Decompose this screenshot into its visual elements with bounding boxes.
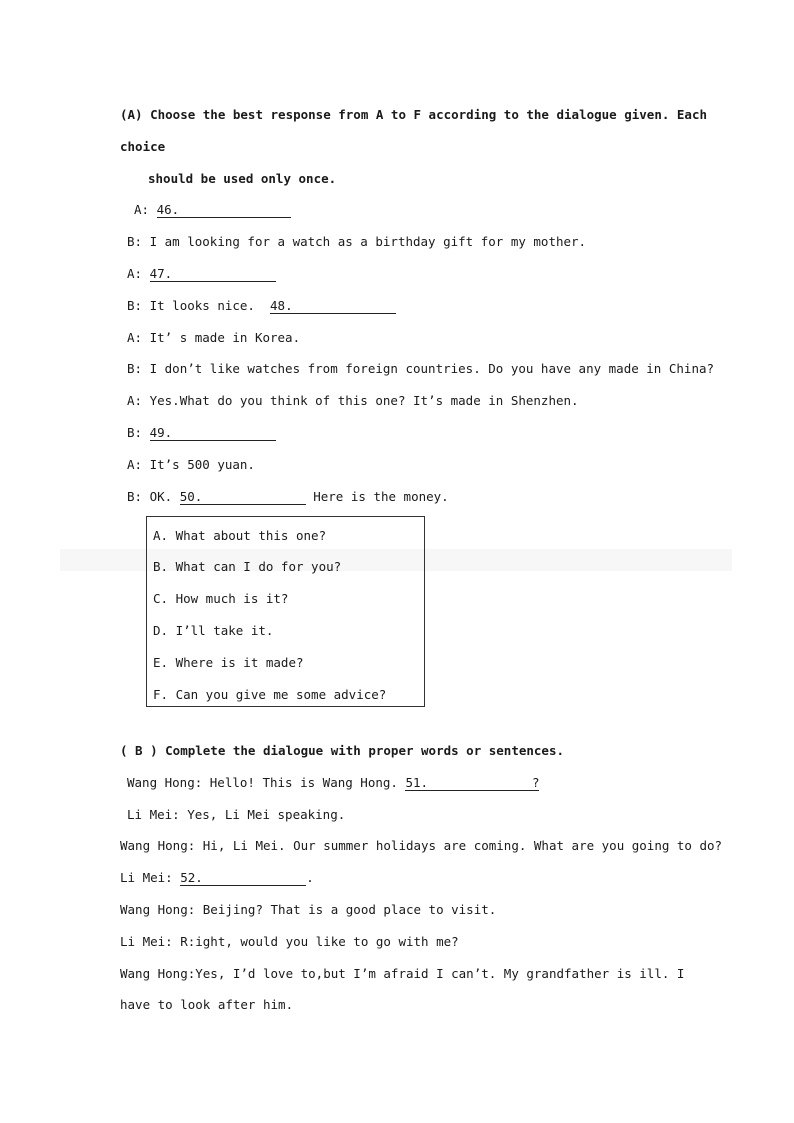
option-d: D. I’ll take it. <box>153 623 274 638</box>
option-b: B. What can I do for you? <box>153 559 342 574</box>
speaker-label: A: <box>134 202 150 217</box>
dialogue-b-line5: Wang Hong: Beijing? That is a good place to visit. <box>120 902 497 917</box>
dialogue-line-b49 <box>127 425 276 441</box>
dialogue-text: Yes.What do you think of this one? It’s made in Shenzhen. <box>149 393 579 408</box>
dialogue-b-line6: Li Mei: R:ight, would you like to go with me? <box>120 934 459 949</box>
dialogue-b-line3: Wang Hong: Hi, Li Mei. Our summer holidays are coming. What are you going to do? <box>120 838 723 853</box>
answer-blank-49[interactable] <box>150 426 276 441</box>
speaker-label: A: <box>127 330 143 345</box>
dialogue-text: It’ s made in Korea. <box>149 330 301 345</box>
section-b-heading: ( B ) Complete the dialogue with proper words or sentences. <box>120 743 565 758</box>
dialogue-line-b50 <box>127 489 449 505</box>
dialogue-text: I am looking for a watch as a birthday gift for my mother. <box>149 234 587 249</box>
speaker-label: A: <box>127 457 143 472</box>
option-c: C. How much is it? <box>153 591 289 606</box>
dialogue-line-a2 <box>127 330 300 346</box>
speaker-label: B: <box>127 361 143 376</box>
dialogue-b-line4 <box>120 870 314 886</box>
dialogue-line-b48 <box>127 298 396 314</box>
option-f: F. Can you give me some advice? <box>153 687 387 702</box>
blank-number: 49. <box>149 425 173 440</box>
dialogue-b-line8: have to look after him. <box>120 997 294 1012</box>
section-a-heading-line3: should be used only once. <box>148 171 337 186</box>
blank-suffix: ? <box>531 775 540 790</box>
dialogue-text: I don’t like watches from foreign countries. Do you have any made in China? <box>149 361 715 376</box>
speaker-label: B: <box>127 489 143 504</box>
blank-number: 50. <box>179 489 203 504</box>
blank-number: 51. <box>405 775 429 790</box>
answer-blank-46[interactable] <box>157 203 291 218</box>
options-box <box>146 516 425 707</box>
dialogue-text: It looks nice. <box>149 298 255 313</box>
answer-blank-52[interactable] <box>180 871 306 886</box>
dialogue-line-b1 <box>127 234 586 250</box>
dialogue-line-a3 <box>127 393 579 409</box>
blank-number: 52. <box>180 870 203 885</box>
dialogue-b-line1 <box>127 775 539 791</box>
speaker-label: A: <box>127 266 143 281</box>
dialogue-text: Wang Hong: Hello! This is Wang Hong. <box>127 775 398 790</box>
dialogue-text: Here is the money. <box>313 489 449 504</box>
speaker-label: B: <box>127 425 143 440</box>
dialogue-line-a4 <box>127 457 255 473</box>
blank-number: 47. <box>149 266 173 281</box>
answer-blank-47[interactable] <box>150 267 276 282</box>
answer-blank-48[interactable] <box>270 299 396 314</box>
option-a: A. What about this one? <box>153 528 327 543</box>
answer-blank-51[interactable] <box>405 776 539 791</box>
speaker-label: B: <box>127 298 143 313</box>
option-e: E. Where is it made? <box>153 655 304 670</box>
dialogue-text: OK. <box>149 489 173 504</box>
dialogue-line-b2 <box>127 361 714 377</box>
section-a-heading-line1: (A) Choose the best response from A to F according to the dialogue given. Each <box>120 107 707 122</box>
dialogue-b-line2: Li Mei: Yes, Li Mei speaking. <box>127 807 346 822</box>
dialogue-text: Li Mei: <box>120 870 173 885</box>
dialogue-line-a47 <box>127 266 276 282</box>
blank-number: 46. <box>156 202 180 217</box>
blank-number: 48. <box>270 298 293 313</box>
speaker-label: A: <box>127 393 143 408</box>
dialogue-b-line7: Wang Hong:Yes, I’d love to,but I’m afraid I can’t. My grandfather is ill. I <box>120 966 685 981</box>
blank-suffix: . <box>306 870 314 885</box>
speaker-label: B: <box>127 234 143 249</box>
answer-blank-50[interactable] <box>180 490 306 505</box>
section-a-heading-line2: choice <box>120 139 166 154</box>
dialogue-line-a46 <box>134 202 291 218</box>
dialogue-text: It’s 500 yuan. <box>149 457 255 472</box>
